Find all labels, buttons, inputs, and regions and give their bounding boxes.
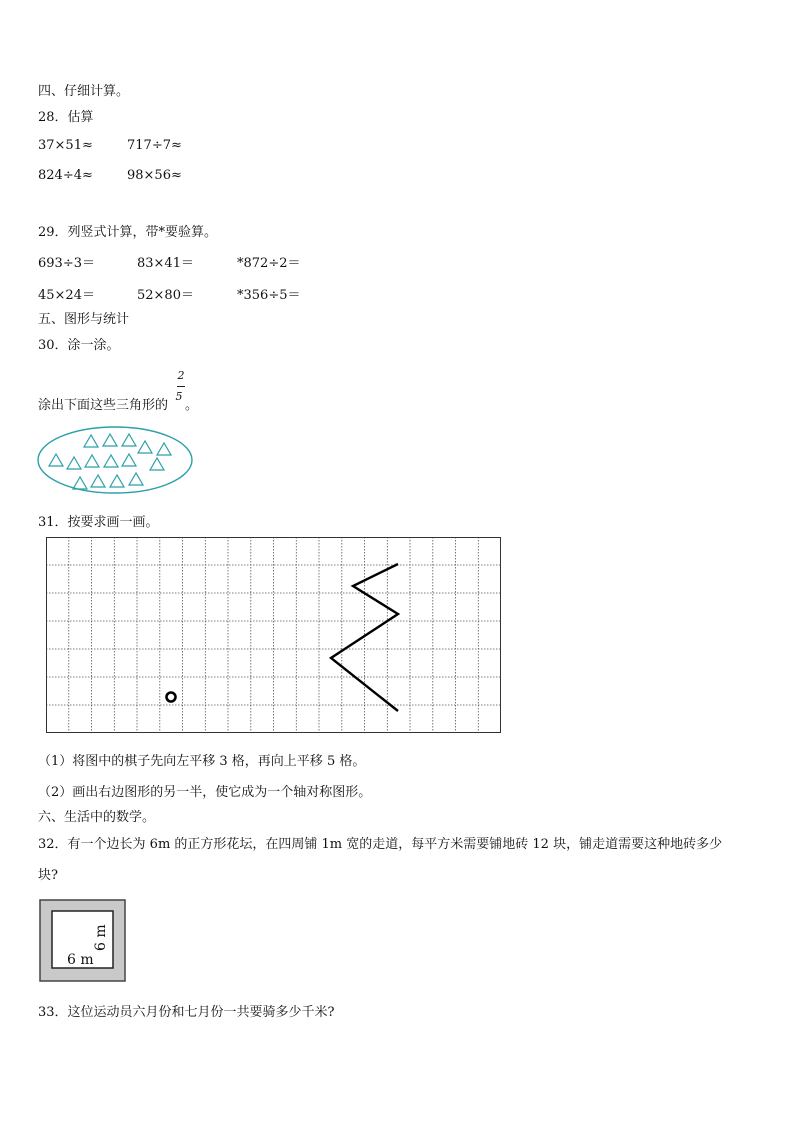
q28-title: 28．估算	[38, 110, 94, 125]
triangle-group	[49, 434, 171, 489]
triangle	[103, 434, 117, 446]
drawing-grid	[46, 537, 502, 733]
q29-item: *872÷2＝	[237, 256, 301, 271]
q31-title: 31．按要求画一画。	[38, 515, 159, 530]
q29-title: 29．列竖式计算，带*要验算。	[38, 225, 218, 240]
chess-piece	[167, 693, 176, 702]
q33-title: 33．这位运动员六月份和七月份一共要骑多少千米?	[38, 1005, 335, 1020]
q28-item: 824÷4≈	[38, 168, 93, 183]
fraction-numerator: 2	[177, 369, 185, 382]
oval	[38, 427, 192, 493]
q28-item: 98×56≈	[127, 168, 182, 183]
triangle	[122, 454, 136, 466]
triangle	[84, 435, 98, 447]
q29-item: 45×24＝	[38, 288, 95, 303]
label-side: 6 m	[93, 924, 109, 951]
q29-item: 83×41＝	[137, 256, 194, 271]
section6-heading: 六、生活中的数学。	[38, 810, 156, 825]
grid-lines	[46, 537, 501, 733]
q29-item: 52×80＝	[137, 288, 194, 303]
q31-instruction-1: （1）将图中的棋子先向左平移 3 格，再向上平移 5 格。	[38, 754, 366, 769]
triangle	[110, 475, 124, 487]
triangle	[67, 457, 81, 469]
q30-text-before: 涂出下面这些三角形的	[38, 398, 169, 413]
label-bottom: 6 m	[67, 952, 94, 968]
triangle	[129, 473, 143, 485]
q29-item: *356÷5＝	[237, 288, 301, 303]
triangle	[85, 455, 99, 467]
section5-heading: 五、图形与统计	[38, 312, 130, 327]
triangle	[91, 475, 105, 487]
q29-item: 693÷3＝	[38, 256, 95, 271]
triangle	[104, 455, 118, 467]
triangle	[157, 443, 171, 455]
triangle	[73, 477, 87, 489]
triangle	[138, 441, 152, 453]
q28-item: 37×51≈	[38, 138, 93, 153]
q30-title: 30．涂一涂。	[38, 338, 120, 353]
triangle	[49, 454, 63, 466]
q31-instruction-2: （2）画出右边图形的另一半，使它成为一个轴对称图形。	[38, 785, 372, 800]
fraction-bar	[177, 386, 185, 387]
flowerbed-figure	[39, 899, 127, 983]
q32-line-2: 块?	[38, 868, 58, 883]
fraction-denominator: 5	[175, 390, 183, 403]
triangle	[150, 458, 164, 470]
section4-heading: 四、仔细计算。	[38, 84, 130, 99]
triangles-oval-figure	[36, 423, 196, 495]
triangle	[122, 434, 136, 446]
q30-text-after: 。	[185, 398, 199, 413]
q32-line-1: 32．有一个边长为 6m 的正方形花坛，在四周铺 1m 宽的走道，每平方米需要铺地砖 12 块，铺走道需要这种地砖多少	[38, 837, 723, 852]
q28-item: 717÷7≈	[127, 138, 182, 153]
